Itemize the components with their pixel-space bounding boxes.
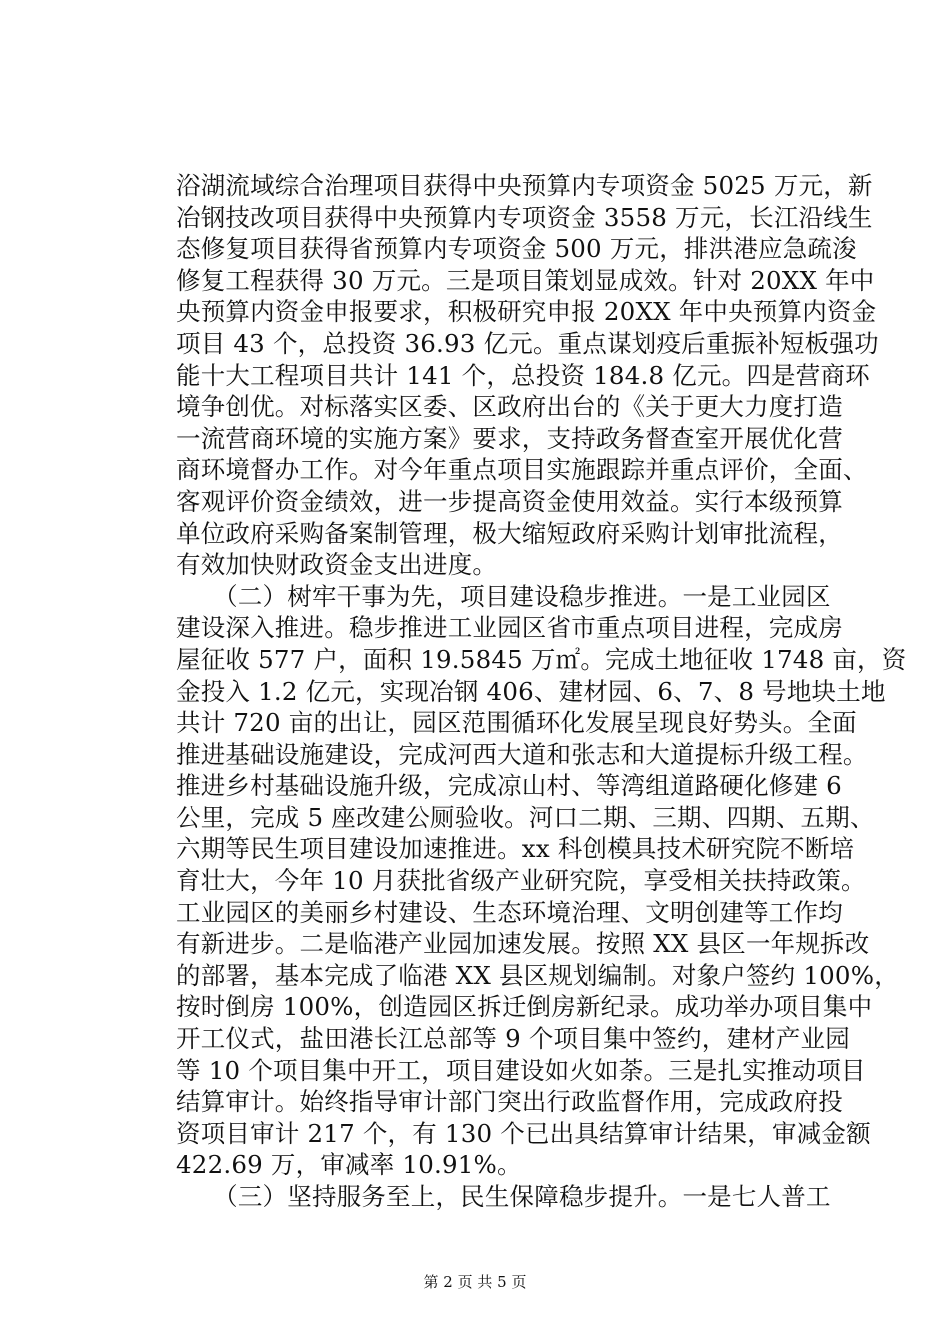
text-line: 结算审计。始终指导审计部门突出行政监督作用，完成政府投 bbox=[176, 1087, 843, 1117]
text-line: 共计 720 亩的出让，园区范围循环化发展呈现良好势头。全面 bbox=[176, 708, 857, 738]
text-line: 境争创优。对标落实区委、区政府出台的《关于更大力度打造 bbox=[176, 392, 843, 422]
text-line: 推进乡村基础设施升级，完成凉山村、等湾组道路硬化修建 6 bbox=[176, 771, 842, 801]
text-line: 项目 43 个，总投资 36.93 亿元。重点谋划疫后重振补短板强功 bbox=[176, 328, 879, 358]
text-line: 六期等民生项目建设加速推进。xx 科创模具技术研究院不断培 bbox=[176, 834, 855, 864]
text-line: 央预算内资金申报要求，积极研究申报 20XX 年中央预算内资金 bbox=[176, 297, 877, 327]
text-line: 开工仪式，盐田港长江总部等 9 个项目集中签约，建材产业园 bbox=[176, 1024, 850, 1054]
text-line: 冶钢技改项目获得中央预算内专项资金 3558 万元，长江沿线生 bbox=[176, 202, 873, 232]
text-line: 工业园区的美丽乡村建设、生态环境治理、文明创建等工作均 bbox=[176, 897, 843, 927]
text-line: 浴湖流域综合治理项目获得中央预算内专项资金 5025 万元，新 bbox=[176, 171, 873, 200]
text-line: 单位政府采购备案制管理，极大缩短政府采购计划审批流程， bbox=[176, 518, 843, 548]
section-heading-line: （三）坚持服务至上，民生保障稳步提升。一是七人普工 bbox=[176, 1182, 831, 1211]
text-line: 修复工程获得 30 万元。三是项目策划显成效。针对 20XX 年中 bbox=[176, 265, 875, 295]
text-line: 推进基础设施建设，完成河西大道和张志和大道提标升级工程。 bbox=[176, 739, 868, 769]
text-line: 商环境督办工作。对今年重点项目实施跟踪并重点评价，全面、 bbox=[176, 455, 868, 485]
text-line: 公里，完成 5 座改建公厕验收。河口二期、三期、四期、五期、 bbox=[176, 802, 875, 832]
text-line: 422.69 万，审减率 10.91%。 bbox=[176, 1150, 522, 1180]
text-line: 等 10 个项目集中开工，项目建设如火如荼。三是扎实推动项目 bbox=[176, 1055, 866, 1085]
text-line: 育壮大，今年 10 月获批省级产业研究院，享受相关扶持政策。 bbox=[176, 866, 866, 896]
page-number-footer: 第 2 页 共 5 页 bbox=[423, 1273, 527, 1291]
text-line: 有效加快财政资金支出进度。 bbox=[176, 550, 498, 580]
body-text bbox=[176, 170, 907, 1213]
text-line: 有新进步。二是临港产业园加速发展。按照 XX 县区一年规拆改 bbox=[176, 929, 870, 959]
section-heading-line: （二）树牢干事为先，项目建设稳步推进。一是工业园区 bbox=[176, 581, 831, 611]
text-line: 屋征收 577 户，面积 19.5845 万㎡。完成土地征收 1748 亩，资 bbox=[176, 644, 907, 674]
text-line: 能十大工程项目共计 141 个，总投资 184.8 亿元。四是营商环 bbox=[176, 360, 870, 390]
text-line: 态修复项目获得省预算内专项资金 500 万元，排洪港应急疏浚 bbox=[176, 234, 857, 264]
text-line: 金投入 1.2 亿元，实现冶钢 406、建材园、6、7、8 号地块土地 bbox=[176, 676, 886, 706]
text-line: 建设深入推进。稳步推进工业园区省市重点项目进程，完成房 bbox=[176, 613, 843, 643]
text-line: 的部署，基本完成了临港 XX 县区规划编制。对象户签约 100%， bbox=[176, 960, 899, 990]
text-line: 一流营商环境的实施方案》要求，支持政务督查室开展优化营 bbox=[176, 423, 843, 453]
text-line: 客观评价资金绩效，进一步提高资金使用效益。实行本级预算 bbox=[176, 486, 843, 516]
text-line: 按时倒房 100%，创造园区拆迁倒房新纪录。成功举办项目集中 bbox=[176, 992, 873, 1022]
text-line: 资项目审计 217 个，有 130 个已出具结算审计结果，审减金额 bbox=[176, 1118, 871, 1148]
